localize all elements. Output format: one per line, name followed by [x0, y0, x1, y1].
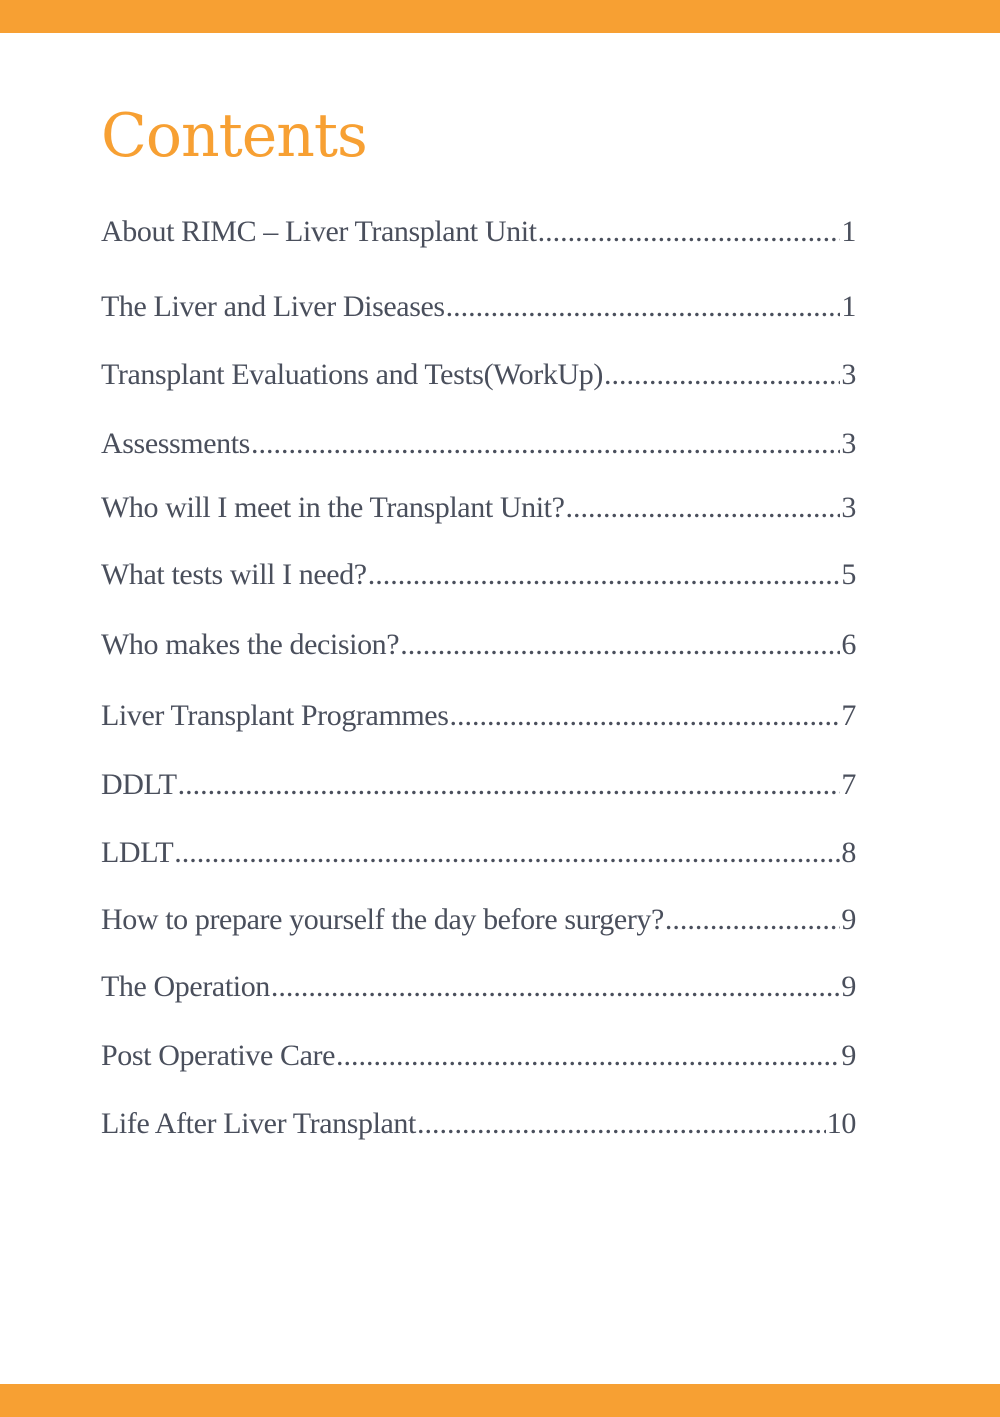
toc-leader-dots — [446, 287, 841, 327]
toc-entry-page: 3 — [841, 358, 856, 391]
toc-entry-page: 1 — [841, 215, 856, 248]
toc-entry-transplant-evaluations[interactable] — [101, 355, 856, 395]
toc-leader-dots — [417, 1104, 826, 1144]
toc-entry-who-makes-decision[interactable] — [101, 625, 856, 665]
toc-entry-about-rimc[interactable] — [101, 212, 856, 252]
toc-entry-page: 3 — [841, 427, 856, 460]
toc-entry-prepare-before-surgery[interactable] — [101, 900, 856, 940]
bottom-accent-bar — [0, 1384, 1000, 1417]
toc-entry-label: How to prepare yourself the day before surgery? — [101, 903, 664, 936]
toc-entry-ddlt[interactable] — [101, 765, 856, 805]
toc-entry-label: Life After Liver Transplant — [101, 1107, 416, 1140]
toc-leader-dots — [400, 625, 840, 665]
toc-entry-label: What tests will I need? — [101, 558, 367, 591]
toc-leader-dots — [368, 555, 841, 595]
toc-entry-transplant-programmes[interactable] — [101, 696, 856, 736]
toc-leader-dots — [665, 900, 840, 940]
toc-entry-page: 9 — [841, 970, 856, 1003]
toc-entry-label: Transplant Evaluations and Tests(WorkUp) — [101, 358, 603, 391]
toc-leader-dots — [604, 355, 840, 395]
toc-entry-page: 10 — [826, 1107, 856, 1140]
toc-entry-label: The Operation — [101, 970, 270, 1003]
toc-entry-page: 9 — [841, 1039, 856, 1072]
toc-entry-page: 7 — [841, 699, 856, 732]
toc-leader-dots — [566, 488, 841, 528]
toc-leader-dots — [336, 1036, 840, 1076]
toc-leader-dots — [251, 424, 840, 464]
toc-leader-dots — [174, 833, 840, 873]
toc-entry-label: About RIMC – Liver Transplant Unit — [101, 215, 537, 248]
toc-entry-label: LDLT — [101, 836, 174, 869]
toc-entry-life-after-transplant[interactable] — [101, 1104, 856, 1144]
toc-entry-page: 9 — [841, 903, 856, 936]
toc-leader-dots — [538, 212, 841, 252]
toc-entry-page: 1 — [841, 290, 856, 323]
toc-entry-who-will-i-meet[interactable] — [101, 488, 856, 528]
toc-entry-label: Liver Transplant Programmes — [101, 699, 449, 732]
toc-entry-page: 3 — [841, 491, 856, 524]
toc-entry-ldlt[interactable] — [101, 833, 856, 873]
toc-entry-label: DDLT — [101, 768, 177, 801]
toc-entry-the-operation[interactable] — [101, 967, 856, 1007]
toc-entry-page: 7 — [841, 768, 856, 801]
toc-entry-liver-diseases[interactable] — [101, 287, 856, 327]
toc-entry-label: The Liver and Liver Diseases — [101, 290, 445, 323]
toc-leader-dots — [271, 967, 840, 1007]
toc-entry-what-tests[interactable] — [101, 555, 856, 595]
toc-entry-page: 5 — [841, 558, 856, 591]
toc-entry-page: 6 — [841, 628, 856, 661]
toc-entry-label: Who will I meet in the Transplant Unit? — [101, 491, 565, 524]
toc-entry-label: Assessments — [101, 427, 250, 460]
toc-entry-post-operative-care[interactable] — [101, 1036, 856, 1076]
toc-entry-label: Who makes the decision? — [101, 628, 400, 661]
toc-entry-assessments[interactable] — [101, 424, 856, 464]
page-title: Contents — [101, 101, 367, 171]
toc-entry-page: 8 — [841, 836, 856, 869]
top-accent-bar — [0, 0, 1000, 33]
toc-leader-dots — [450, 696, 841, 736]
toc-leader-dots — [178, 765, 841, 805]
toc-entry-label: Post Operative Care — [101, 1039, 335, 1072]
